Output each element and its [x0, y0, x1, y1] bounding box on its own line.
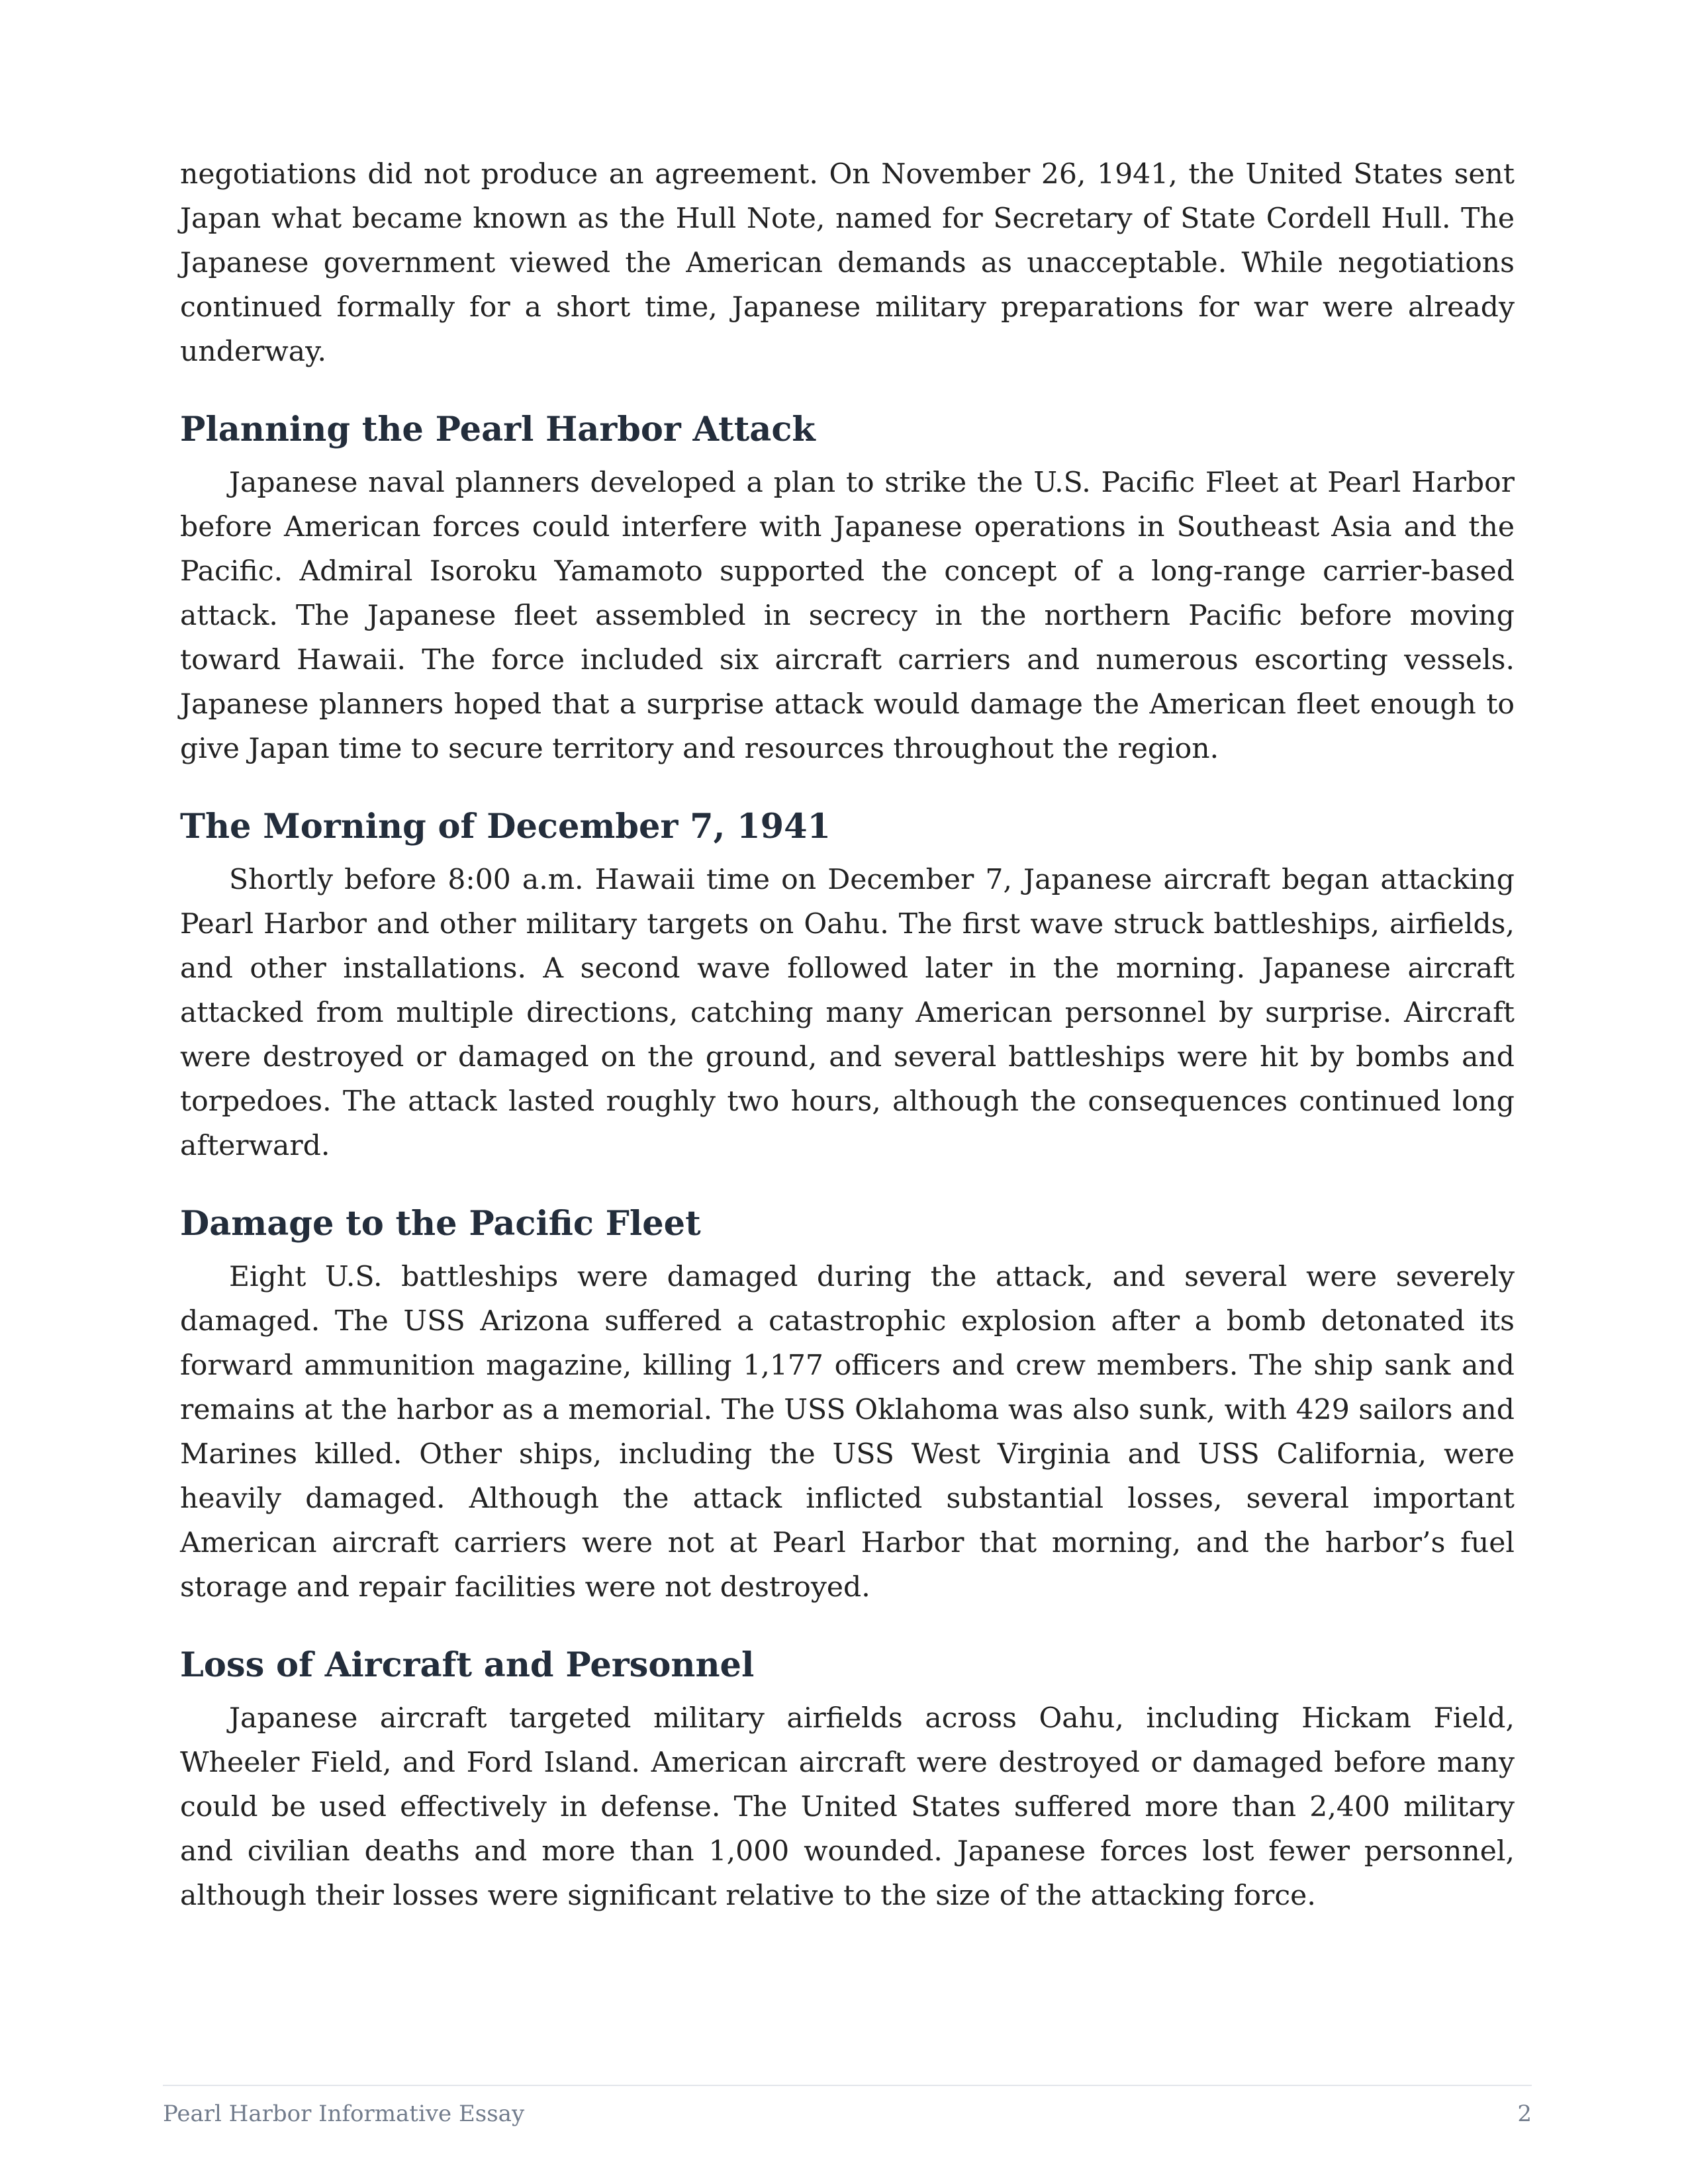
section-heading: Planning the Pearl Harbor Attack [180, 410, 816, 449]
section-paragraph: Eight U.S. battleships were damaged during the attack, and several were severely damaged. The USS Arizona suffered a catastrophic explosion after a bomb detonated its forward ammunition magazine, killing 1,177 officers and crew members. The ship sank and remains at the harbor as a memorial. The USS Oklahoma was also sunk, with 429 sailors and Marines killed. Other ships, including the USS West Virginia and USS California, were heavily damaged. Although the attack inflicted substantial losses, several important American aircraft carriers were not at Pearl Harbor that morning, and the harbor’s fuel storage and repair facilities were not destroyed. [180, 1261, 1515, 1604]
document-body [180, 152, 1515, 1918]
section-paragraph: Japanese aircraft targeted military airfields across Oahu, including Hickam Field, Wheeler Field, and Ford Island. American aircraft were destroyed or damaged before many could be used effectively in defense. The United States suffered more than 2,400 military and civilian deaths and more than 1,000 wounded. Japanese forces lost fewer personnel, although their losses were significant relative to the size of the attacking force. [180, 1702, 1515, 1912]
section-heading: Damage to the Pacific Fleet [180, 1204, 701, 1244]
section-damage [180, 1201, 1515, 1610]
section-heading: Loss of Aircraft and Personnel [180, 1645, 755, 1685]
section-morning [180, 804, 1515, 1168]
section-planning [180, 407, 1515, 771]
page-number: 2 [1517, 2101, 1532, 2127]
page-footer [163, 2098, 1532, 2130]
section-paragraph: Japanese naval planners developed a plan to strike the U.S. Pacific Fleet at Pearl Harbor before American forces could interfere with Japanese operations in Southeast Asia and the Pacific. Admiral Isoroku Yamamoto supported the concept of a long-range carrier-based attack. The Japanese fleet assembled in secrecy in the northern Pacific before moving toward Hawaii. The force included six aircraft carriers and numerous escorting vessels. Japanese planners hoped that a surprise attack would damage the American fleet enough to give Japan time to secure territory and resources throughout the region. [180, 467, 1515, 765]
footer-divider [163, 2085, 1532, 2086]
section-losses [180, 1643, 1515, 1918]
section-paragraph: Shortly before 8:00 a.m. Hawaii time on December 7, Japanese aircraft began attacking Pearl Harbor and other military targets on Oahu. The first wave struck battleships, airfields, and other installations. A second wave followed later in the morning. Japanese aircraft attacked from multiple directions, catching many American personnel by surprise. Aircraft were destroyed or damaged on the ground, and several battleships were hit by bombs and torpedoes. The attack lasted roughly two hours, although the consequences continued long afterward. [180, 864, 1515, 1162]
footer-title: Pearl Harbor Informative Essay [163, 2101, 525, 2127]
intro-paragraph: negotiations did not produce an agreement. On November 26, 1941, the United States sent Japan what became known as the Hull Note, named for Secretary of State Cordell Hull. The Japanese government viewed the American demands as unacceptable. While negotiations continued formally for a short time, Japanese military preparations for war were already underway. [180, 158, 1515, 368]
section-heading: The Morning of December 7, 1941 [180, 807, 831, 846]
